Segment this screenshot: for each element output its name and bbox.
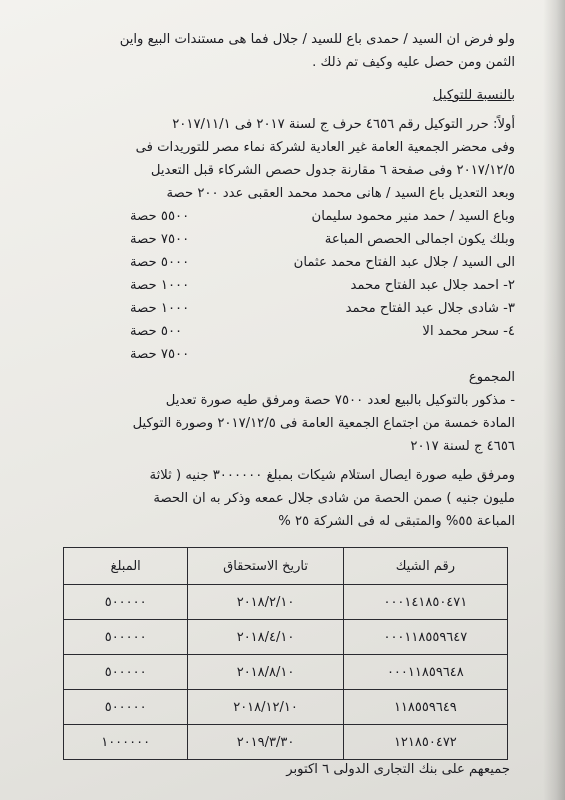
shares-row	[60, 205, 515, 228]
shares-amount: ٥٠٠ حصة	[130, 324, 183, 339]
shares-amount: ١٠٠٠ حصة	[130, 278, 190, 293]
shares-amount: ٧٥٠٠ حصة	[130, 232, 190, 247]
cell-amount: ٥٠٠٠٠٠	[64, 620, 188, 655]
footer-note: جميعهم على بنك التجارى الدولى ٦ اكتوبر	[286, 762, 510, 777]
cell-amount: ٥٠٠٠٠٠	[64, 655, 188, 690]
shares-row	[60, 228, 515, 251]
section-title: بالنسبة للتوكيل	[432, 88, 515, 103]
paragraph3-line-2: مليون جنيه ) صمن الحصة من شادى جلال عمعه وذكر به ان الحصة	[153, 491, 515, 506]
table-row	[64, 585, 508, 620]
table-row	[64, 655, 508, 690]
intro-line-2: الثمن ومن حصل عليه وكيف تم ذلك .	[312, 55, 515, 70]
shares-label: ٣- شادى جلال عبد الفتاح محمد	[345, 301, 515, 316]
cell-cheque-no: ٠٠٠١٤١٨٥٠٤٧١	[343, 585, 507, 620]
paragraph-line-3: ٢٠١٧/١٢/٥ وفى صفحة ٦ مقارنة جدول حصص الشركاء قبل التعديل	[150, 163, 515, 178]
document-body	[60, 28, 515, 533]
cell-amount: ١٠٠٠٠٠٠	[64, 725, 188, 760]
paragraph-line-1: أولاً: حرر التوكيل رقم ٤٦٥٦ حرف ج لسنة ٢٠١٧ فى ٢٠١٧/١١/١	[172, 117, 515, 132]
shares-row	[60, 297, 515, 320]
shares-label: وبلك يكون اجمالى الحصص المباعة	[324, 232, 515, 247]
cell-cheque-no: ١٢١٨٥٠٤٧٢	[343, 725, 507, 760]
cell-amount: ٥٠٠٠٠٠	[64, 585, 188, 620]
shares-row	[60, 251, 515, 274]
paragraph2-line-1: - مذكور بالتوكيل بالبيع لعدد ٧٥٠٠ حصة ومرفق طيه صورة تعديل	[165, 393, 515, 408]
paragraph2-line-3: ٤٦٥٦ ج لسنة ٢٠١٧	[410, 439, 515, 454]
paragraph3-line-1: ومرفق طيه صورة ايصال استلام شيكات بمبلغ ٣٠٠٠٠٠٠ جنيه ( ثلاثة	[149, 468, 515, 483]
header-due-date: تاريخ الاستحقاق	[188, 548, 343, 585]
shares-label: ٤- سحر محمد الا	[422, 324, 515, 339]
shares-amount: ٥٠٠٠ حصة	[130, 255, 190, 270]
cell-due-date: ٢٠١٨/١٢/١٠	[188, 690, 343, 725]
cheques-table	[63, 547, 508, 760]
cell-due-date: ٢٠١٨/٤/١٠	[188, 620, 343, 655]
cell-due-date: ٢٠١٩/٣/٣٠	[188, 725, 343, 760]
cell-amount: ٥٠٠٠٠٠	[64, 690, 188, 725]
shares-label: الى السيد / جلال عبد الفتاح محمد عثمان	[293, 255, 515, 270]
shares-row	[60, 320, 515, 343]
intro-line-1: ولو فرض ان السيد / حمدى باع للسيد / جلال فما هى مستندات البيع واين	[119, 32, 515, 47]
table-row	[64, 725, 508, 760]
shares-row	[60, 274, 515, 297]
shares-amount: ٥٥٠٠ حصة	[130, 209, 190, 224]
table-header-row	[64, 548, 508, 585]
table-row	[64, 690, 508, 725]
shares-total-row	[60, 366, 515, 389]
table-row	[64, 620, 508, 655]
cell-due-date: ٢٠١٨/٢/١٠	[188, 585, 343, 620]
header-cheque-no: رقم الشيك	[343, 548, 507, 585]
cell-due-date: ٢٠١٨/٨/١٠	[188, 655, 343, 690]
page-fold-shadow	[543, 0, 565, 800]
shares-total-label: المجموع	[468, 370, 515, 385]
cell-cheque-no: ١١٨٥٥٩٦٤٩	[343, 690, 507, 725]
shares-row	[60, 343, 515, 366]
shares-label: ٢- احمد جلال عبد الفتاح محمد	[350, 278, 515, 293]
paragraph-line-4: وبعد التعديل باع السيد / هانى محمد محمد العقبى عدد ٢٠٠ حصة	[166, 186, 515, 201]
header-amount: المبلغ	[64, 548, 188, 585]
cell-cheque-no: ٠٠٠١١٨٥٥٩٦٤٧	[343, 620, 507, 655]
shares-amount: ١٠٠٠ حصة	[130, 301, 190, 316]
shares-label: وباع السيد / حمد منير محمود سليمان	[311, 209, 515, 224]
shares-amount: ٧٥٠٠ حصة	[130, 347, 190, 362]
cell-cheque-no: ٠٠٠١١٨٥٩٦٤٨	[343, 655, 507, 690]
paragraph3-line-3: المباعة ٥٥% والمتبقى له فى الشركة ٢٥ %	[278, 514, 515, 529]
paragraph-line-2: وفى محضر الجمعية العامة غير العادية لشركة نماء مصر للتوريدات فى	[135, 140, 515, 155]
paragraph2-line-2: المادة خمسة من اجتماع الجمعية العامة فى ٢٠١٧/١٢/٥ وصورة التوكيل	[132, 416, 515, 431]
